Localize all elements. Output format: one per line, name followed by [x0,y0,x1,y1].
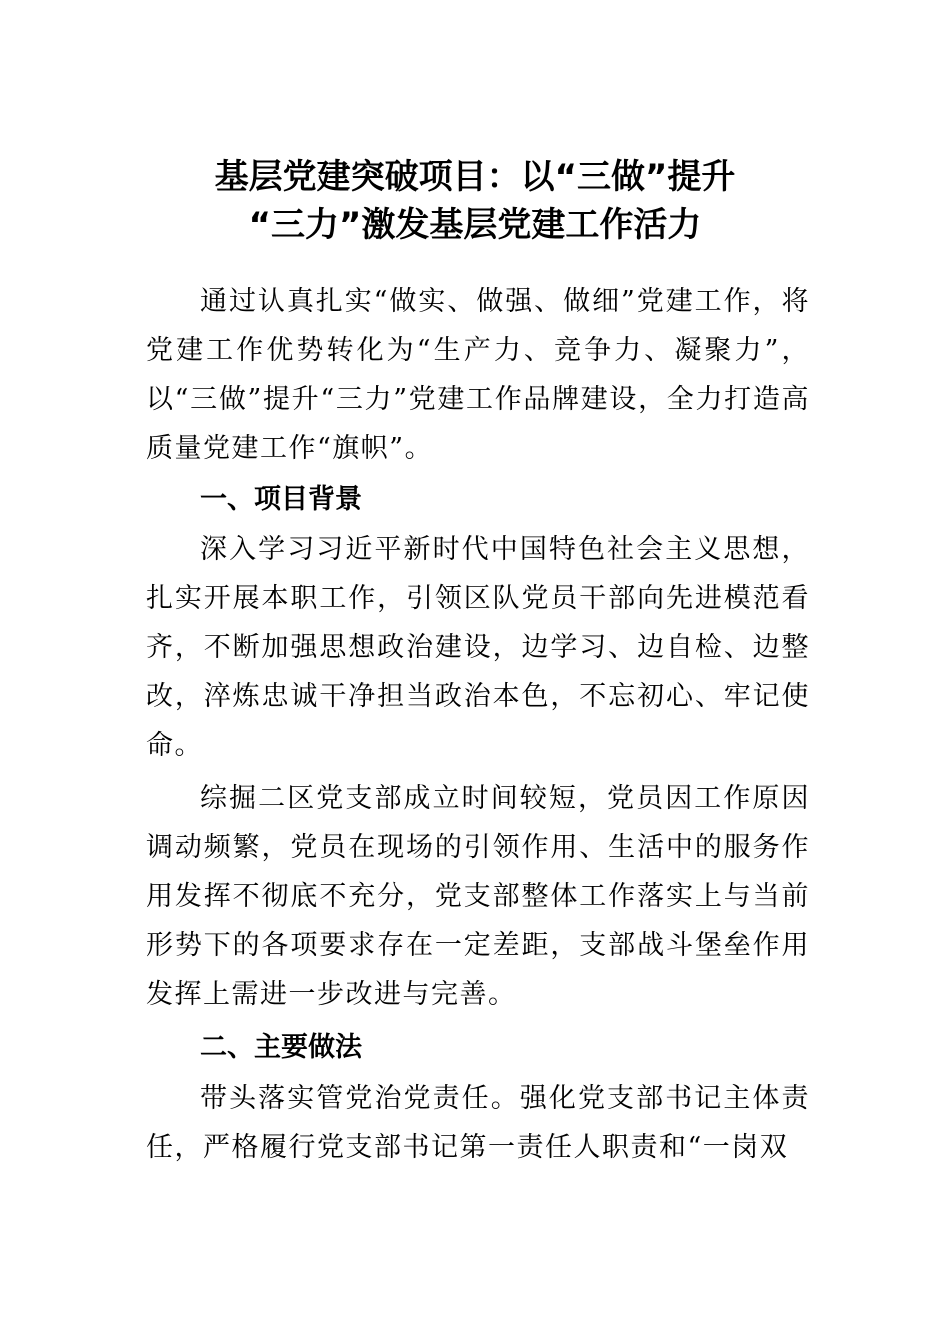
intro-paragraph: 通过认真扎实“做实、做强、做细”党建工作，将党建工作优势转化为“生产力、竞争力、凝聚力”，以“三做”提升“三力”党建工作品牌建设，全力打造高质量党建工作“旗帜”。 [146,286,810,464]
section-heading-practices: 二、主要做法 [200,1032,362,1063]
section-heading-background: 一、项目背景 [200,484,362,515]
practices-paragraph-1: 带头落实管党治党责任。强化党支部书记主体责任，严格履行党支部书记第一责任人职责和“一岗双 [146,1083,810,1163]
document-title-line-1: 基层党建突破项目：以“三做”提升 [214,157,736,197]
background-paragraph-2: 综掘二区党支部成立时间较短，党员因工作原因调动频繁，党员在现场的引领作用、生活中的服务作用发挥不彻底不充分，党支部整体工作落实上与当前形势下的各项要求存在一定差距，支部战斗堡垒作用发挥上需进一步改进与完善。 [146,783,810,1010]
background-paragraph-1: 深入学习习近平新时代中国特色社会主义思想，扎实开展本职工作，引领区队党员干部向先进模范看齐，不断加强思想政治建设，边学习、边自检、边整改，淬炼忠诚干净担当政治本色，不忘初心、牢记使命。 [146,534,810,761]
document-title-line-2: “三力”激发基层党建工作活力 [248,205,702,245]
